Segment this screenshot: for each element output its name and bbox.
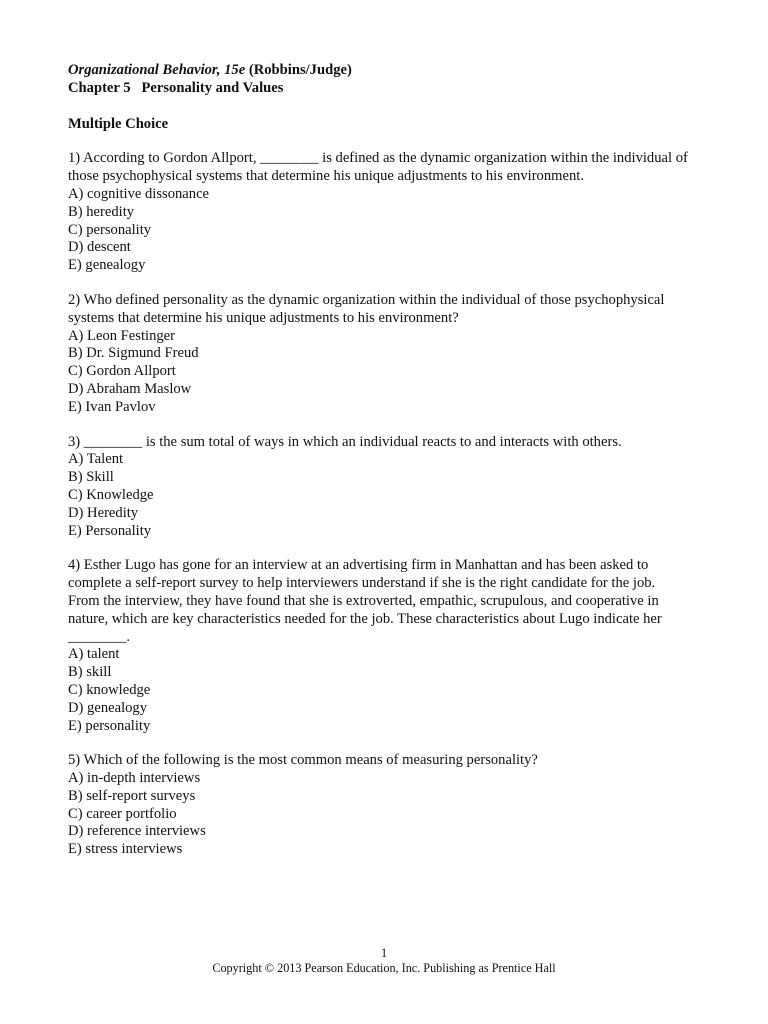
answer-option: C) personality [68, 221, 152, 238]
answer-option: B) self-report surveys [68, 787, 196, 804]
answer-option: A) Talent [68, 451, 124, 468]
question-3 [68, 434, 708, 541]
answer-option: B) Skill [68, 469, 114, 486]
page-number: 1 [380, 946, 388, 960]
answer-option: E) personality [68, 717, 151, 734]
question-1 [68, 150, 708, 275]
book-header [68, 62, 708, 80]
answer-option: C) Gordon Allport [68, 363, 176, 380]
question-text: 3) ________ is the sum total of ways in which an individual reacts to and interacts with others. [68, 433, 622, 450]
answer-option: C) career portfolio [68, 805, 177, 822]
answer-option: D) reference interviews [68, 823, 206, 840]
answer-option: A) Leon Festinger [68, 327, 175, 344]
answer-option: D) Abraham Maslow [68, 380, 192, 397]
question-4 [68, 557, 708, 735]
answer-option: A) in-depth interviews [68, 770, 201, 787]
answer-option: E) genealogy [68, 257, 146, 274]
answer-option: E) Personality [68, 522, 152, 539]
answer-option: E) Ivan Pavlov [68, 398, 156, 415]
question-text: 5) Which of the following is the most common means of measuring personality? [68, 752, 538, 769]
answer-option: B) skill [68, 664, 112, 681]
answer-option: B) Dr. Sigmund Freud [68, 345, 199, 362]
question-text: 1) According to Gordon Allport, ________ is defined as the dynamic organization within the individual of those psychophysical systems that determine his unique adjustments to his environment. [68, 150, 688, 185]
page-footer [0, 946, 768, 976]
question-2 [68, 292, 708, 417]
answer-option: D) genealogy [68, 699, 148, 716]
answer-option: E) stress interviews [68, 841, 183, 858]
copyright-notice: Copyright © 2013 Pearson Education, Inc. Publishing as Prentice Hall [212, 961, 556, 975]
question-text: 2) Who defined personality as the dynamic organization within the individual of those psychophysical systems that determine his unique adjustments to his environment? [68, 291, 665, 326]
book-title: Organizational Behavior, 15e [68, 62, 246, 78]
answer-option: A) talent [68, 646, 120, 663]
book-authors: (Robbins/Judge) [248, 62, 352, 78]
answer-option: C) Knowledge [68, 486, 154, 503]
answer-option: B) heredity [68, 203, 135, 220]
chapter-title: Chapter 5 Personality and Values [68, 79, 284, 96]
answer-option: D) descent [68, 239, 131, 256]
answer-option: C) knowledge [68, 681, 151, 698]
question-text: 4) Esther Lugo has gone for an interview at an advertising firm in Manhattan and has been asked to complete a self-report survey to help interviewers understand if she is the right candidate for the job. From the interview, they have found that she is extroverted, empathic, scrupulous, and cooperative in nature, which are key characteristics needed for the job. These characteristics about Lugo indicate her ________. [68, 557, 662, 645]
answer-option: D) Heredity [68, 504, 139, 521]
question-5 [68, 752, 708, 859]
section-title: Multiple Choice [68, 115, 169, 132]
answer-option: A) cognitive dissonance [68, 185, 210, 202]
